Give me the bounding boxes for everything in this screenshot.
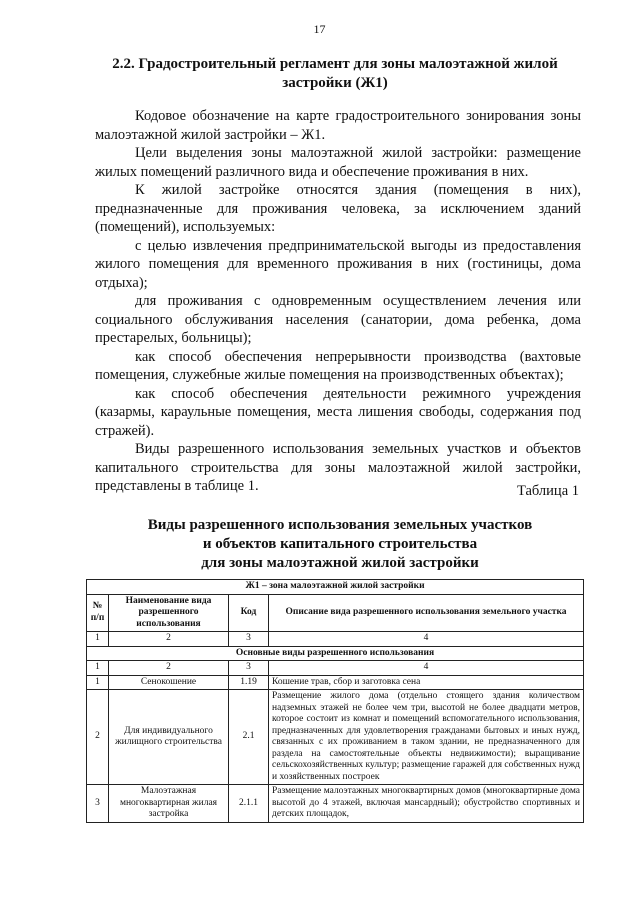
column-number: 2 [109,632,229,647]
row-code: 2.1 [229,690,269,785]
section-row [87,646,584,661]
main-section-header: Основные виды разрешенного использования [87,646,584,661]
row-description: Размещение жилого дома (отдельно стоящего здания количеством надземных этажей не более чем три, высотой не более двадцати метров, которое состоит из комнат и помещений вспомогательного использования, предназначенных для удовлетворения гражданами бытовых и иных нужд, связанных с их проживанием в таком здании, не предназначенного для раздела на самостоятельные объекты недвижимости); выращивание сельскохозяйственных культур; размещение гаражей для собственных нужд и хозяйственных построек [269,690,584,785]
table-title-line: и объектов капитального строительства [202,536,478,552]
column-number: 1 [87,632,109,647]
zone-header-row [87,580,584,595]
paragraph: с целью извлечения предпринимательской выгоды из предоставления жилого помещения для временного проживания в них (гостиницы, дома отдыха); [95,237,581,291]
column-number: 4 [269,661,584,676]
paragraph: как способ обеспечения деятельности режимного учреждения (казармы, караульные помещения, места лишения свободы, содержания под стражей). [95,385,581,439]
paragraph: К жилой застройке относятся здания (помещения в них), предназначенные для проживания человека, за исключением зданий (помещений), используемых: [95,182,581,235]
paragraph: для проживания с одновременным осуществлением лечения или социального обслуживания населения (санатории, дома ребенка, дома престарелых, больницы); [95,293,581,346]
row-code: 2.1.1 [229,785,269,823]
section-title: 2.2. Градостроительный регламент для зоны малоэтажной жилой застройки (Ж1) [112,56,558,91]
row-num: 3 [87,785,109,823]
table-row [87,690,584,785]
header-name: Наименование вида разрешенного использования [109,594,229,632]
paragraph: как способ обеспечения непрерывности производства (вахтовые помещения, служебные жилые помещения на производственных объектах); [95,348,581,383]
row-description: Кошение трав, сбор и заготовка сена [269,675,584,690]
column-number-row [87,661,584,676]
body-text [95,107,581,496]
usage-table [86,579,584,823]
row-code: 1.19 [229,675,269,690]
header-row [87,594,584,632]
table-title-line: для зоны малоэтажной жилой застройки [201,555,479,571]
table-caption: Таблица 1 [516,483,579,499]
page-number: 17 [313,22,326,36]
column-number: 2 [109,661,229,676]
row-description: Размещение малоэтажных многоквартирных домов (многоквартирные дома высотой до 4 этажей, включая мансардный); обустройство спортивных и детских площадок, [269,785,584,823]
column-number-row [87,632,584,647]
table-title-line: Виды разрешенного использования земельных участков [147,517,533,533]
header-description: Описание вида разрешенного использования земельного участка [269,594,584,632]
paragraph: Кодовое обозначение на карте градостроительного зонирования зоны малоэтажной жилой застройки – Ж1. [95,108,581,143]
header-code: Код [229,594,269,632]
row-name: Сенокошение [109,675,229,690]
table-title [100,516,580,573]
row-num: 2 [87,690,109,785]
table-row [87,675,584,690]
paragraph: Виды разрешенного использования земельных участков и объектов капитального строительства для зоны малоэтажной жилой застройки, представлены в таблице 1. [95,441,581,494]
row-name: Для индивидуального жилищного строительства [109,690,229,785]
zone-header: Ж1 – зона малоэтажной жилой застройки [87,580,584,595]
column-number: 1 [87,661,109,676]
paragraph: Цели выделения зоны малоэтажной жилой застройки: размещение жилых помещений различного вида и обеспечение проживания в них. [95,145,581,180]
column-number: 3 [229,632,269,647]
column-number: 4 [269,632,584,647]
row-name: Малоэтажная многоквартирная жилая застройка [109,785,229,823]
column-number: 3 [229,661,269,676]
table-row [87,785,584,823]
header-num: № п/п [87,594,109,632]
row-num: 1 [87,675,109,690]
